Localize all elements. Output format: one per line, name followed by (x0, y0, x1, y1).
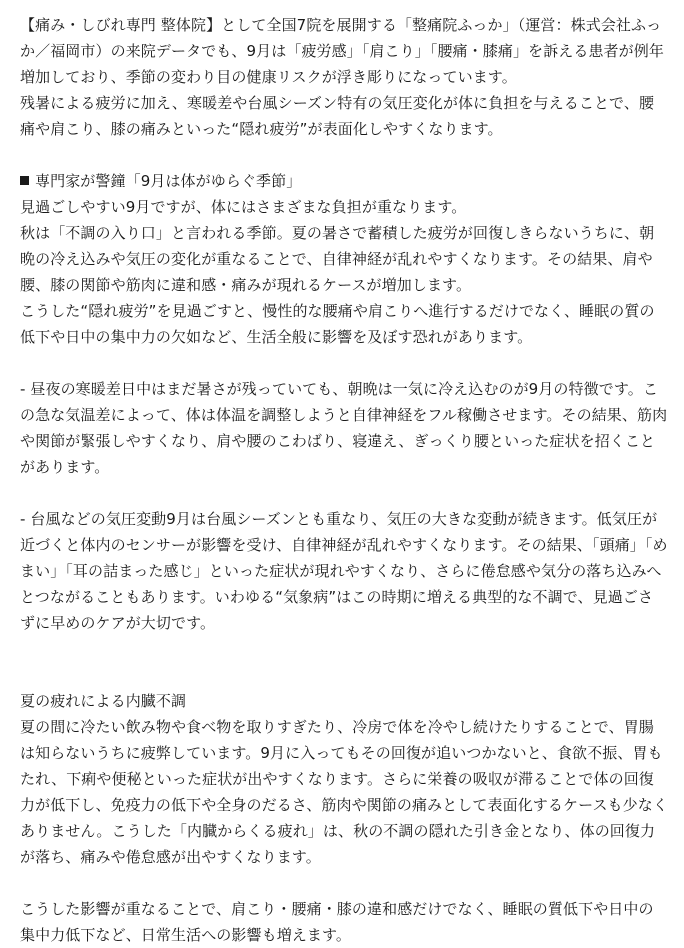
spacer (20, 142, 668, 168)
square-bullet-icon (20, 176, 29, 185)
section-heading-text: 専門家が警鐘「9月は体がゆらぐ季節」 (35, 172, 302, 190)
section1-paragraph-3: こうした“隠れ疲労”を見過ごすと、慢性的な腰痛や肩こりへ進行するだけでなく、睡眠の質の低下や日中の集中力の欠如など、生活全般に影響を及ぼす恐れがあります。 (20, 302, 655, 346)
spacer (20, 350, 668, 376)
spacer (20, 636, 668, 688)
bullet-temperature-difference: - 昼夜の寒暖差日中はまだ暑さが残っていても、朝晩は一気に冷え込むのが9月の特徴です。この急な気温差によって、体は体温を調整しようと自律神経をフル稼働させます。その結果、筋肉や関節が緊張しやすくなり、肩や腰のこわばり、寝違え、ぎっくり腰といった症状を招くことがあります。 (20, 380, 668, 476)
intro-paragraph-1: 【痛み・しびれ専門 整体院】として全国7院を展開する「整痛院ふっか」（運営：株式会社ふっか／福岡市）の来院データでも、9月は「疲労感」「肩こり」「腰痛・膝痛」を訴える患者が例年増加しており、季節の変わり目の健康リスクが浮き彫りになっています。 (20, 16, 664, 86)
section2-paragraph-1: 夏の間に冷たい飲み物や食べ物を取りすぎたり、冷房で体を冷やし続けたりすることで、胃腸は知らないうちに疲弊しています。9月に入ってもその回復が追いつかないと、食欲不振、胃もたれ、下痢や便秘といった症状が出やすくなります。さらに栄養の吸収が滞ることで体の回復力が低下し、免疫力の低下や全身のだるさ、筋肉や関節の痛みとして表面化するケースも少なくありません。こうした「内臓からくる疲れ」は、秋の不調の隠れた引き金となり、体の回復力が落ち、痛みや倦怠感が出やすくなります。 (20, 718, 668, 866)
section-heading-internal-organs: 夏の疲れによる内臓不調 (20, 692, 187, 710)
spacer (20, 480, 668, 506)
bullet-pressure-change: - 台風などの気圧変動9月は台風シーズンとも重なり、気圧の大きな変動が続きます。低気圧が近づくと体内のセンサーが影響を受け、自律神経が乱れやすくなります。その結果、「頭痛」「めまい」「耳の詰まった感じ」といった症状が現れやすくなり、さらに倦怠感や気分の落ち込みへとつながることもあります。いわゆる“気象病”はこの時期に増える典型的な不調で、見過ごさずに早めのケアが大切です。 (20, 510, 668, 632)
intro-paragraph-2: 残暑による疲労に加え、寒暖差や台風シーズン特有の気圧変化が体に負担を与えることで、腰痛や肩こり、膝の痛みといった“隠れ疲労”が表面化しやすくなります。 (20, 94, 655, 138)
section-heading-expert-warning (20, 168, 668, 194)
section2-paragraph-2: こうした影響が重なることで、肩こり・腰痛・膝の違和感だけでなく、睡眠の質低下や日中の集中力低下など、日常生活への影響も増えます。 (20, 900, 654, 944)
spacer (20, 870, 668, 896)
article-body (20, 12, 668, 948)
section1-paragraph-1: 見過ごしやすい9月ですが、体にはさまざまな負担が重なります。 (20, 198, 467, 216)
section1-paragraph-2: 秋は「不調の入り口」と言われる季節。夏の暑さで蓄積した疲労が回復しきらないうちに、朝晩の冷え込みや気圧の変化が重なることで、自律神経が乱れやすくなります。その結果、肩や腰、膝の関節や筋肉に違和感・痛みが現れるケースが増加します。 (20, 224, 655, 294)
